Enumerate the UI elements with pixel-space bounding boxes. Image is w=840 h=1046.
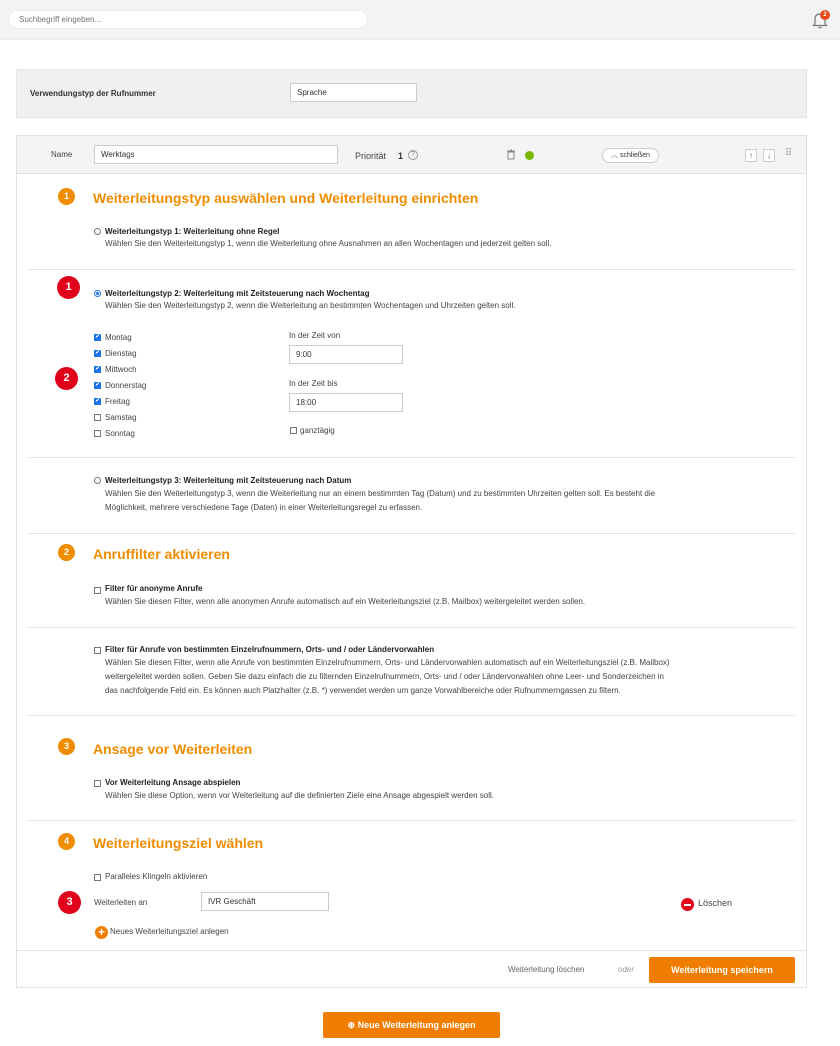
day-dienstag[interactable]: [94, 348, 214, 362]
day-label: Freitag: [105, 397, 130, 406]
trash-icon[interactable]: [506, 149, 516, 160]
delete-rule-link[interactable]: Weiterleitung löschen: [508, 965, 585, 974]
move-down-button[interactable]: ↓: [763, 149, 775, 162]
priority-label: Priorität: [355, 151, 387, 161]
day-samstag[interactable]: [94, 412, 214, 426]
annotation-marker: 2: [55, 367, 78, 390]
type2-title: Weiterleitungstyp 2: Weiterleitung mit Zeitsteuerung nach Wochentag: [105, 289, 370, 298]
status-active-dot: [525, 151, 534, 160]
announcement-title: Vor Weiterleitung Ansage abspielen: [105, 778, 241, 787]
forward-to-label: Weiterleiten an: [94, 898, 148, 907]
divider: [28, 533, 795, 534]
day-freitag[interactable]: [94, 396, 214, 410]
day-label: Montag: [105, 333, 132, 342]
type3-description-line2: Möglichkeit, mehrere verschiedene Tage (Daten) in einer Weiterleitungsregel zu erfassen.: [105, 503, 423, 512]
search-input[interactable]: [8, 10, 368, 29]
time-from-label: In der Zeit von: [289, 331, 341, 340]
divider: [17, 950, 806, 951]
usage-type-label: Verwendungstyp der Rufnummer: [30, 89, 156, 98]
day-donnerstag[interactable]: [94, 380, 214, 394]
anonymous-filter-checkbox[interactable]: [94, 587, 101, 594]
step-number: 4: [58, 833, 75, 850]
day-sonntag[interactable]: [94, 428, 214, 442]
usage-type-field[interactable]: Sprache: [290, 83, 417, 102]
annotation-marker: 3: [58, 891, 81, 914]
plus-circle-icon: ⊕: [347, 1020, 356, 1030]
time-from-input[interactable]: 9:00: [289, 345, 403, 364]
divider: [28, 269, 795, 270]
day-checkbox[interactable]: [94, 334, 101, 341]
section-title: Weiterleitungstyp auswählen und Weiterleitung einrichten: [93, 190, 479, 206]
announcement-description: Wählen Sie diese Option, wenn vor Weiterleitung auf die definierten Ziele eine Ansage abgespielt werden soll.: [105, 791, 494, 800]
step-number: 1: [58, 188, 75, 205]
type1-title: Weiterleitungstyp 1: Weiterleitung ohne Regel: [105, 227, 280, 236]
step-number: 2: [58, 544, 75, 561]
day-label: Donnerstag: [105, 381, 147, 390]
parallel-ringing-checkbox[interactable]: [94, 874, 101, 881]
day-label: Mittwoch: [105, 365, 137, 374]
number-filter-checkbox[interactable]: [94, 647, 101, 654]
number-filter-description-line3: das nachfolgende Feld ein. Es können auch Platzhalter (z.B. *) verwendet werden um ganze Vorwahlbereiche oder Rufnummerngassen zu filtern.: [105, 686, 621, 695]
forward-target-field[interactable]: IVR Geschäft: [201, 892, 329, 911]
save-rule-button[interactable]: Weiterleitung speichern: [649, 957, 795, 983]
or-label: oder: [618, 965, 635, 974]
new-rule-button[interactable]: [323, 1012, 500, 1038]
day-label: Sonntag: [105, 429, 135, 438]
section-title: Weiterleitungsziel wählen: [93, 835, 264, 851]
announcement-checkbox[interactable]: [94, 780, 101, 787]
help-icon[interactable]: ?: [408, 150, 418, 160]
priority-value: 1: [398, 151, 404, 161]
remove-icon[interactable]: [681, 898, 694, 911]
add-icon[interactable]: +: [95, 926, 108, 939]
annotation-marker: 1: [57, 276, 80, 299]
parallel-ringing-label: Paralleles Klingeln aktivieren: [105, 872, 208, 881]
anonymous-filter-title: Filter für anonyme Anrufe: [105, 584, 203, 593]
day-checkbox[interactable]: [94, 414, 101, 421]
divider: [28, 820, 795, 821]
number-filter-description-line1: Wählen Sie diesen Filter, wenn alle Anrufe von bestimmten Einzelrufnummern, Orts- und Ländervorwahlen automatisch auf ein Weiterleitungsziel (z.B. Mailbox): [105, 658, 670, 667]
anonymous-filter-description: Wählen Sie diesen Filter, wenn alle anonymen Anrufe automatisch auf ein Weiterleitungsziel (z.B. Mailbox) weitergeleitet werden sollen.: [105, 597, 586, 606]
day-checkbox[interactable]: [94, 350, 101, 357]
day-montag[interactable]: [94, 332, 214, 346]
type3-title: Weiterleitungstyp 3: Weiterleitung mit Zeitsteuerung nach Datum: [105, 476, 352, 485]
delete-target-link[interactable]: Löschen: [698, 898, 733, 908]
divider: [28, 715, 795, 716]
type2-radio[interactable]: [94, 290, 101, 297]
name-label: Name: [51, 150, 73, 159]
drag-handle-icon[interactable]: ⠿: [785, 148, 793, 159]
new-rule-label: Neue Weiterleitung anlegen: [357, 1020, 476, 1030]
move-up-button[interactable]: ↑: [745, 149, 757, 162]
close-rule-button[interactable]: [602, 148, 659, 163]
allday-checkbox[interactable]: [290, 427, 297, 434]
number-filter-title: Filter für Anrufe von bestimmten Einzelrufnummern, Orts- und / oder Ländervorwahlen: [105, 645, 435, 654]
day-label: Samstag: [105, 413, 137, 422]
new-target-link[interactable]: Neues Weiterleitungsziel anlegen: [110, 927, 229, 936]
day-checkbox[interactable]: [94, 366, 101, 373]
rule-name-input[interactable]: Werktags: [94, 145, 338, 164]
close-rule-label: schließen: [619, 152, 650, 159]
time-to-input[interactable]: 18:00: [289, 393, 403, 412]
number-filter-description-line2: weitergeleitet werden sollen. Geben Sie dazu einfach die zu filternden Einzelrufnummern, Orts- und / oder Ländervorwahlen ohne Leer- und Sonderzeichen in: [105, 672, 664, 681]
type2-description: Wählen Sie den Weiterleitungstyp 2, wenn die Weiterleitung an bestimmten Wochentagen und Uhrzeiten gelten soll.: [105, 301, 516, 310]
section-title: Anruffilter aktivieren: [93, 546, 230, 562]
allday-label: ganztägig: [300, 426, 335, 435]
step-number: 3: [58, 738, 75, 755]
section-title: Ansage vor Weiterleiten: [93, 741, 253, 757]
type1-radio[interactable]: [94, 228, 101, 235]
type1-description: Wählen Sie den Weiterleitungstyp 1, wenn die Weiterleitung ohne Ausnahmen an allen Wochentagen und jederzeit gelten soll.: [105, 239, 552, 248]
day-checkbox[interactable]: [94, 382, 101, 389]
divider: [28, 627, 795, 628]
chevron-up-icon: ︿: [611, 152, 618, 159]
divider: [28, 457, 795, 458]
day-checkbox[interactable]: [94, 398, 101, 405]
time-to-label: In der Zeit bis: [289, 379, 338, 388]
type3-radio[interactable]: [94, 477, 101, 484]
notification-badge: 2: [820, 10, 830, 20]
type3-description-line1: Wählen Sie den Weiterleitungstyp 3, wenn die Weiterleitung nur an einem bestimmten Tag (Datum) und zu bestimmten Uhrzeiten gelten soll. Es besteht die: [105, 489, 656, 498]
day-checkbox[interactable]: [94, 430, 101, 437]
day-label: Dienstag: [105, 349, 137, 358]
day-mittwoch[interactable]: [94, 364, 214, 378]
